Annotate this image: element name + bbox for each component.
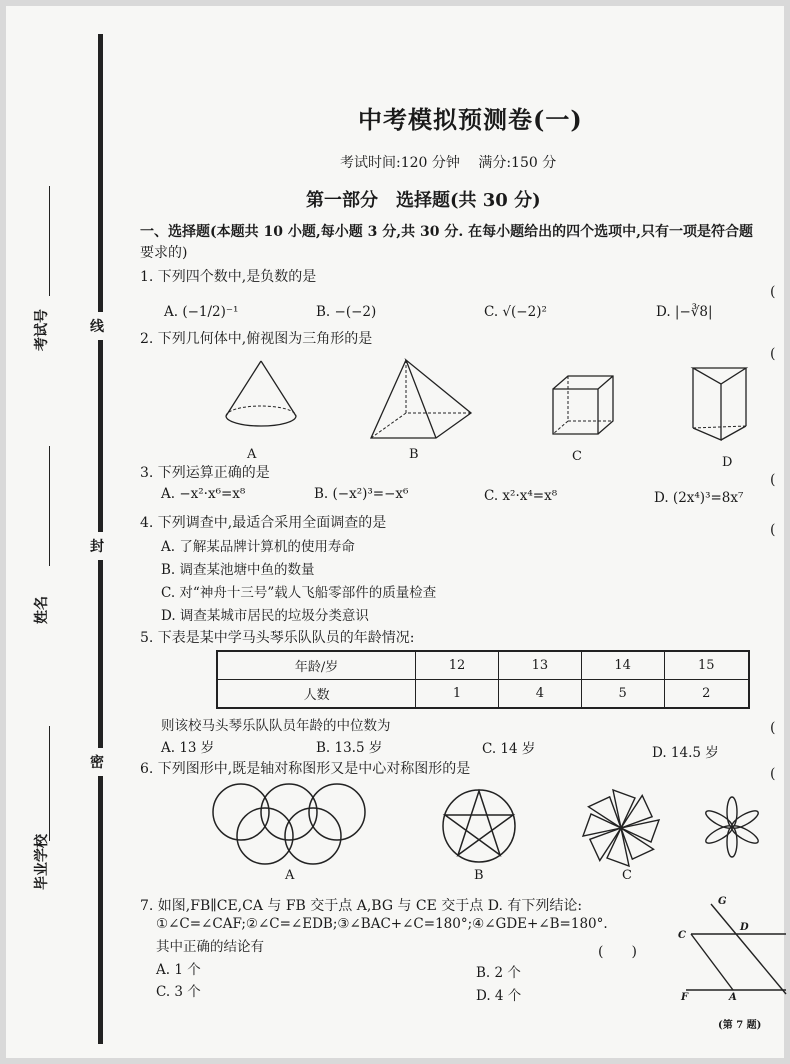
q2-label-b: B (409, 447, 419, 462)
answer-paren-3[interactable]: ( (770, 472, 776, 488)
q7-option-a: A. 1 个 (156, 962, 201, 978)
q7-option-b: B. 2 个 (476, 965, 521, 981)
question-2-stem: 2. 下列几何体中,俯视图为三角形的是 (140, 331, 373, 347)
table-row (217, 651, 749, 680)
answer-paren-1[interactable]: ( (770, 284, 776, 300)
instructions-line1: 一、选择题(本题共 10 小题,每小题 3 分,共 30 分. 在每小题给出的四个选项中,只有一项是符合题 (140, 224, 753, 240)
point-d: D (740, 922, 749, 933)
q2-label-d: D (722, 455, 733, 470)
table-cell: 12 (416, 651, 499, 680)
q6-label-a: A (285, 868, 295, 883)
table-cell: 15 (664, 651, 749, 680)
age-table (216, 650, 750, 709)
table-cell: 13 (498, 651, 581, 680)
section-title: 第一部分 选择题(共 30 分) (306, 190, 541, 211)
answer-paren-7[interactable]: ( ) (598, 944, 637, 960)
pyramid-figure (366, 358, 476, 443)
table-row (217, 680, 749, 709)
seal-mark-secret: 密 (90, 748, 104, 776)
parallel-lines-figure (671, 894, 786, 1004)
q1-option-c: C. √(−2)² (484, 304, 547, 320)
question-4-stem: 4. 下列调查中,最适合采用全面调查的是 (140, 515, 387, 531)
table-cell: 5 (581, 680, 664, 709)
q6-label-c: C (622, 868, 632, 883)
answer-paren-5[interactable]: ( (770, 720, 776, 736)
exam-info: 考试时间:120 分钟 满分:150 分 (340, 155, 557, 171)
question-7-stem: 7. 如图,FB∥CE,CA 与 FB 交于点 A,BG 与 CE 交于点 D. 有下列结论: (140, 898, 583, 914)
q5-option-d: D. 14.5 岁 (652, 745, 719, 761)
point-c: C (678, 930, 686, 941)
school-label: 毕业学校 (34, 834, 50, 890)
exam-page (6, 6, 784, 1058)
star-in-circle-figure (441, 788, 517, 864)
q7-option-c: C. 3 个 (156, 984, 201, 1000)
q4-option-a: A. 了解某品牌计算机的使用寿命 (161, 539, 355, 555)
cone-figure (216, 356, 306, 446)
q4-option-b: B. 调查某池塘中鱼的数量 (161, 562, 315, 578)
q1-option-a: A. (−1/2)⁻¹ (164, 304, 239, 320)
q5-option-c: C. 14 岁 (482, 741, 536, 757)
question-3-stem: 3. 下列运算正确的是 (140, 465, 270, 481)
seal-mark-seal: 封 (90, 532, 104, 560)
q4-option-c: C. 对“神舟十三号”载人飞船零部件的质量检查 (161, 585, 437, 601)
q1-option-d: D. |−∛8| (656, 304, 713, 320)
point-f: F (681, 992, 689, 1003)
q7-conditions: ①∠C=∠CAF;②∠C=∠EDB;③∠BAC+∠C=180°;④∠GDE+∠B=180°. (156, 916, 608, 932)
q5-follow-up: 则该校马头琴乐队队员年龄的中位数为 (161, 718, 391, 734)
point-g: G (718, 896, 727, 907)
q2-label-c: C (572, 449, 582, 464)
flower-figure (701, 796, 763, 858)
table-cell: 1 (416, 680, 499, 709)
q1-option-b: B. −(−2) (316, 304, 377, 320)
q5-option-b: B. 13.5 岁 (316, 740, 383, 756)
cube-figure (551, 374, 616, 436)
table-cell: 2 (664, 680, 749, 709)
page-title: 中考模拟预测卷(一) (358, 105, 583, 134)
q3-option-d: D. (2x⁴)³=8x⁷ (654, 490, 744, 506)
q7-prompt: 其中正确的结论有 (156, 939, 264, 955)
q7-option-d: D. 4 个 (476, 988, 522, 1004)
figure-caption: (第 7 题) (718, 1020, 762, 1031)
answer-paren-6[interactable]: ( (770, 766, 776, 782)
pinwheel-figure (581, 788, 661, 868)
table-cell: 14 (581, 651, 664, 680)
q3-option-b: B. (−x²)³=−x⁶ (314, 486, 409, 502)
q6-label-b: B (474, 868, 484, 883)
question-6-stem: 6. 下列图形中,既是轴对称图形又是中心对称图形的是 (140, 761, 471, 777)
q2-label-a: A (247, 447, 257, 462)
name-label: 姓名 (34, 596, 50, 624)
q3-option-a: A. −x²·x⁶=x⁸ (161, 486, 246, 502)
answer-paren-2[interactable]: ( (770, 346, 776, 362)
answer-paren-4[interactable]: ( (770, 522, 776, 538)
name-blank (49, 446, 50, 566)
table-cell: 4 (498, 680, 581, 709)
school-blank (49, 726, 50, 841)
seal-mark-line: 线 (90, 312, 104, 340)
question-5-stem: 5. 下表是某中学马头琴乐队队员的年龄情况: (140, 630, 415, 646)
q4-option-d: D. 调查某城市居民的垃圾分类意识 (161, 608, 369, 624)
point-a: A (729, 992, 737, 1003)
instructions-line2: 要求的) (140, 245, 188, 261)
q3-option-c: C. x²·x⁴=x⁸ (484, 488, 558, 504)
exam-number-blank (49, 186, 50, 296)
row-header-age: 年龄/岁 (217, 651, 416, 680)
exam-number-label: 考试号 (34, 309, 50, 351)
question-1-stem: 1. 下列四个数中,是负数的是 (140, 269, 317, 285)
q5-option-a: A. 13 岁 (161, 740, 215, 756)
row-header-count: 人数 (217, 680, 416, 709)
prism-figure (691, 366, 761, 442)
olympic-rings-figure (201, 784, 381, 864)
